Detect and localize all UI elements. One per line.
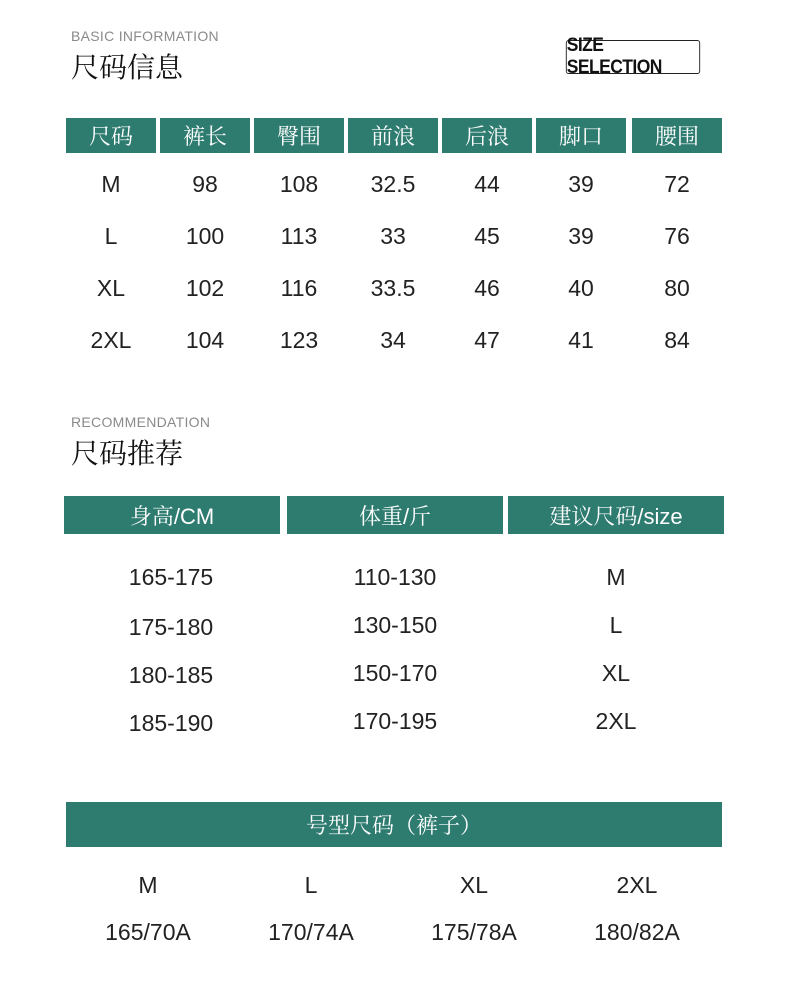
size-code-header: 号型尺码（裤子）	[66, 802, 722, 847]
size-info-title: 尺码信息	[71, 52, 184, 83]
table-cell: M	[606, 563, 626, 590]
table-cell: 80	[664, 274, 690, 301]
size-code: 175/78A	[431, 918, 517, 945]
table-cell: 185-190	[128, 709, 214, 736]
table-cell: 33.5	[370, 274, 416, 301]
table-cell: M	[101, 170, 121, 197]
table-cell: 84	[664, 326, 690, 353]
table-cell: 100	[185, 222, 225, 249]
table-cell: XL	[601, 659, 631, 686]
header-cell: 身高/CM	[64, 496, 280, 534]
size-label: XL	[459, 871, 489, 898]
table-cell: 40	[568, 274, 594, 301]
header-cell: 臀围	[254, 118, 344, 153]
header-cell: 尺码	[66, 118, 156, 153]
size-selection-badge: SIZE SELECTION	[566, 40, 700, 74]
table-cell: 32.5	[370, 170, 416, 197]
header-cell: 建议尺码/size	[508, 496, 724, 534]
table-cell: XL	[96, 274, 126, 301]
header-cell: 裤长	[160, 118, 250, 153]
size-code: 170/74A	[268, 918, 354, 945]
table-cell: 39	[568, 222, 594, 249]
table-cell: 180-185	[128, 661, 214, 688]
header-cell: 后浪	[442, 118, 532, 153]
table-cell: 175-180	[128, 613, 214, 640]
table-cell: 116	[280, 274, 318, 301]
table-cell: 170-195	[352, 707, 438, 734]
header-cell: 腰围	[632, 118, 722, 153]
table-cell: 72	[664, 170, 690, 197]
header-cell: 体重/斤	[287, 496, 503, 534]
table-cell: 165-175	[128, 563, 214, 590]
size-code: 180/82A	[594, 918, 680, 945]
table-cell: 104	[185, 326, 225, 353]
size-recommendation-title: 尺码推荐	[71, 438, 184, 469]
table-cell: 45	[474, 222, 500, 249]
table-cell: 113	[280, 222, 318, 249]
table-cell: 76	[664, 222, 690, 249]
size-code: 165/70A	[105, 918, 191, 945]
recommendation-label: RECOMMENDATION	[71, 414, 211, 430]
table-cell: 34	[380, 326, 406, 353]
table-cell: 130-150	[352, 611, 438, 638]
table-cell: 47	[474, 326, 500, 353]
table-cell: L	[609, 611, 623, 638]
table-cell: 41	[568, 326, 594, 353]
table-cell: 39	[568, 170, 594, 197]
table-cell: 102	[185, 274, 225, 301]
table-cell: 2XL	[595, 707, 637, 734]
table-cell: 123	[279, 326, 319, 353]
table-cell: 110-130	[353, 563, 437, 590]
table-cell: 46	[474, 274, 500, 301]
table-cell: 108	[279, 170, 319, 197]
table-cell: 150-170	[352, 659, 438, 686]
table-cell: L	[104, 222, 118, 249]
table-cell: 98	[192, 170, 218, 197]
table-cell: 44	[474, 170, 500, 197]
table-cell: 33	[380, 222, 406, 249]
header-cell: 脚口	[536, 118, 626, 153]
table-cell: 2XL	[90, 326, 132, 353]
header-cell: 前浪	[348, 118, 438, 153]
basic-information-label: BASIC INFORMATION	[71, 28, 219, 44]
size-label: M	[138, 871, 158, 898]
size-label: 2XL	[616, 871, 658, 898]
size-label: L	[304, 871, 318, 898]
